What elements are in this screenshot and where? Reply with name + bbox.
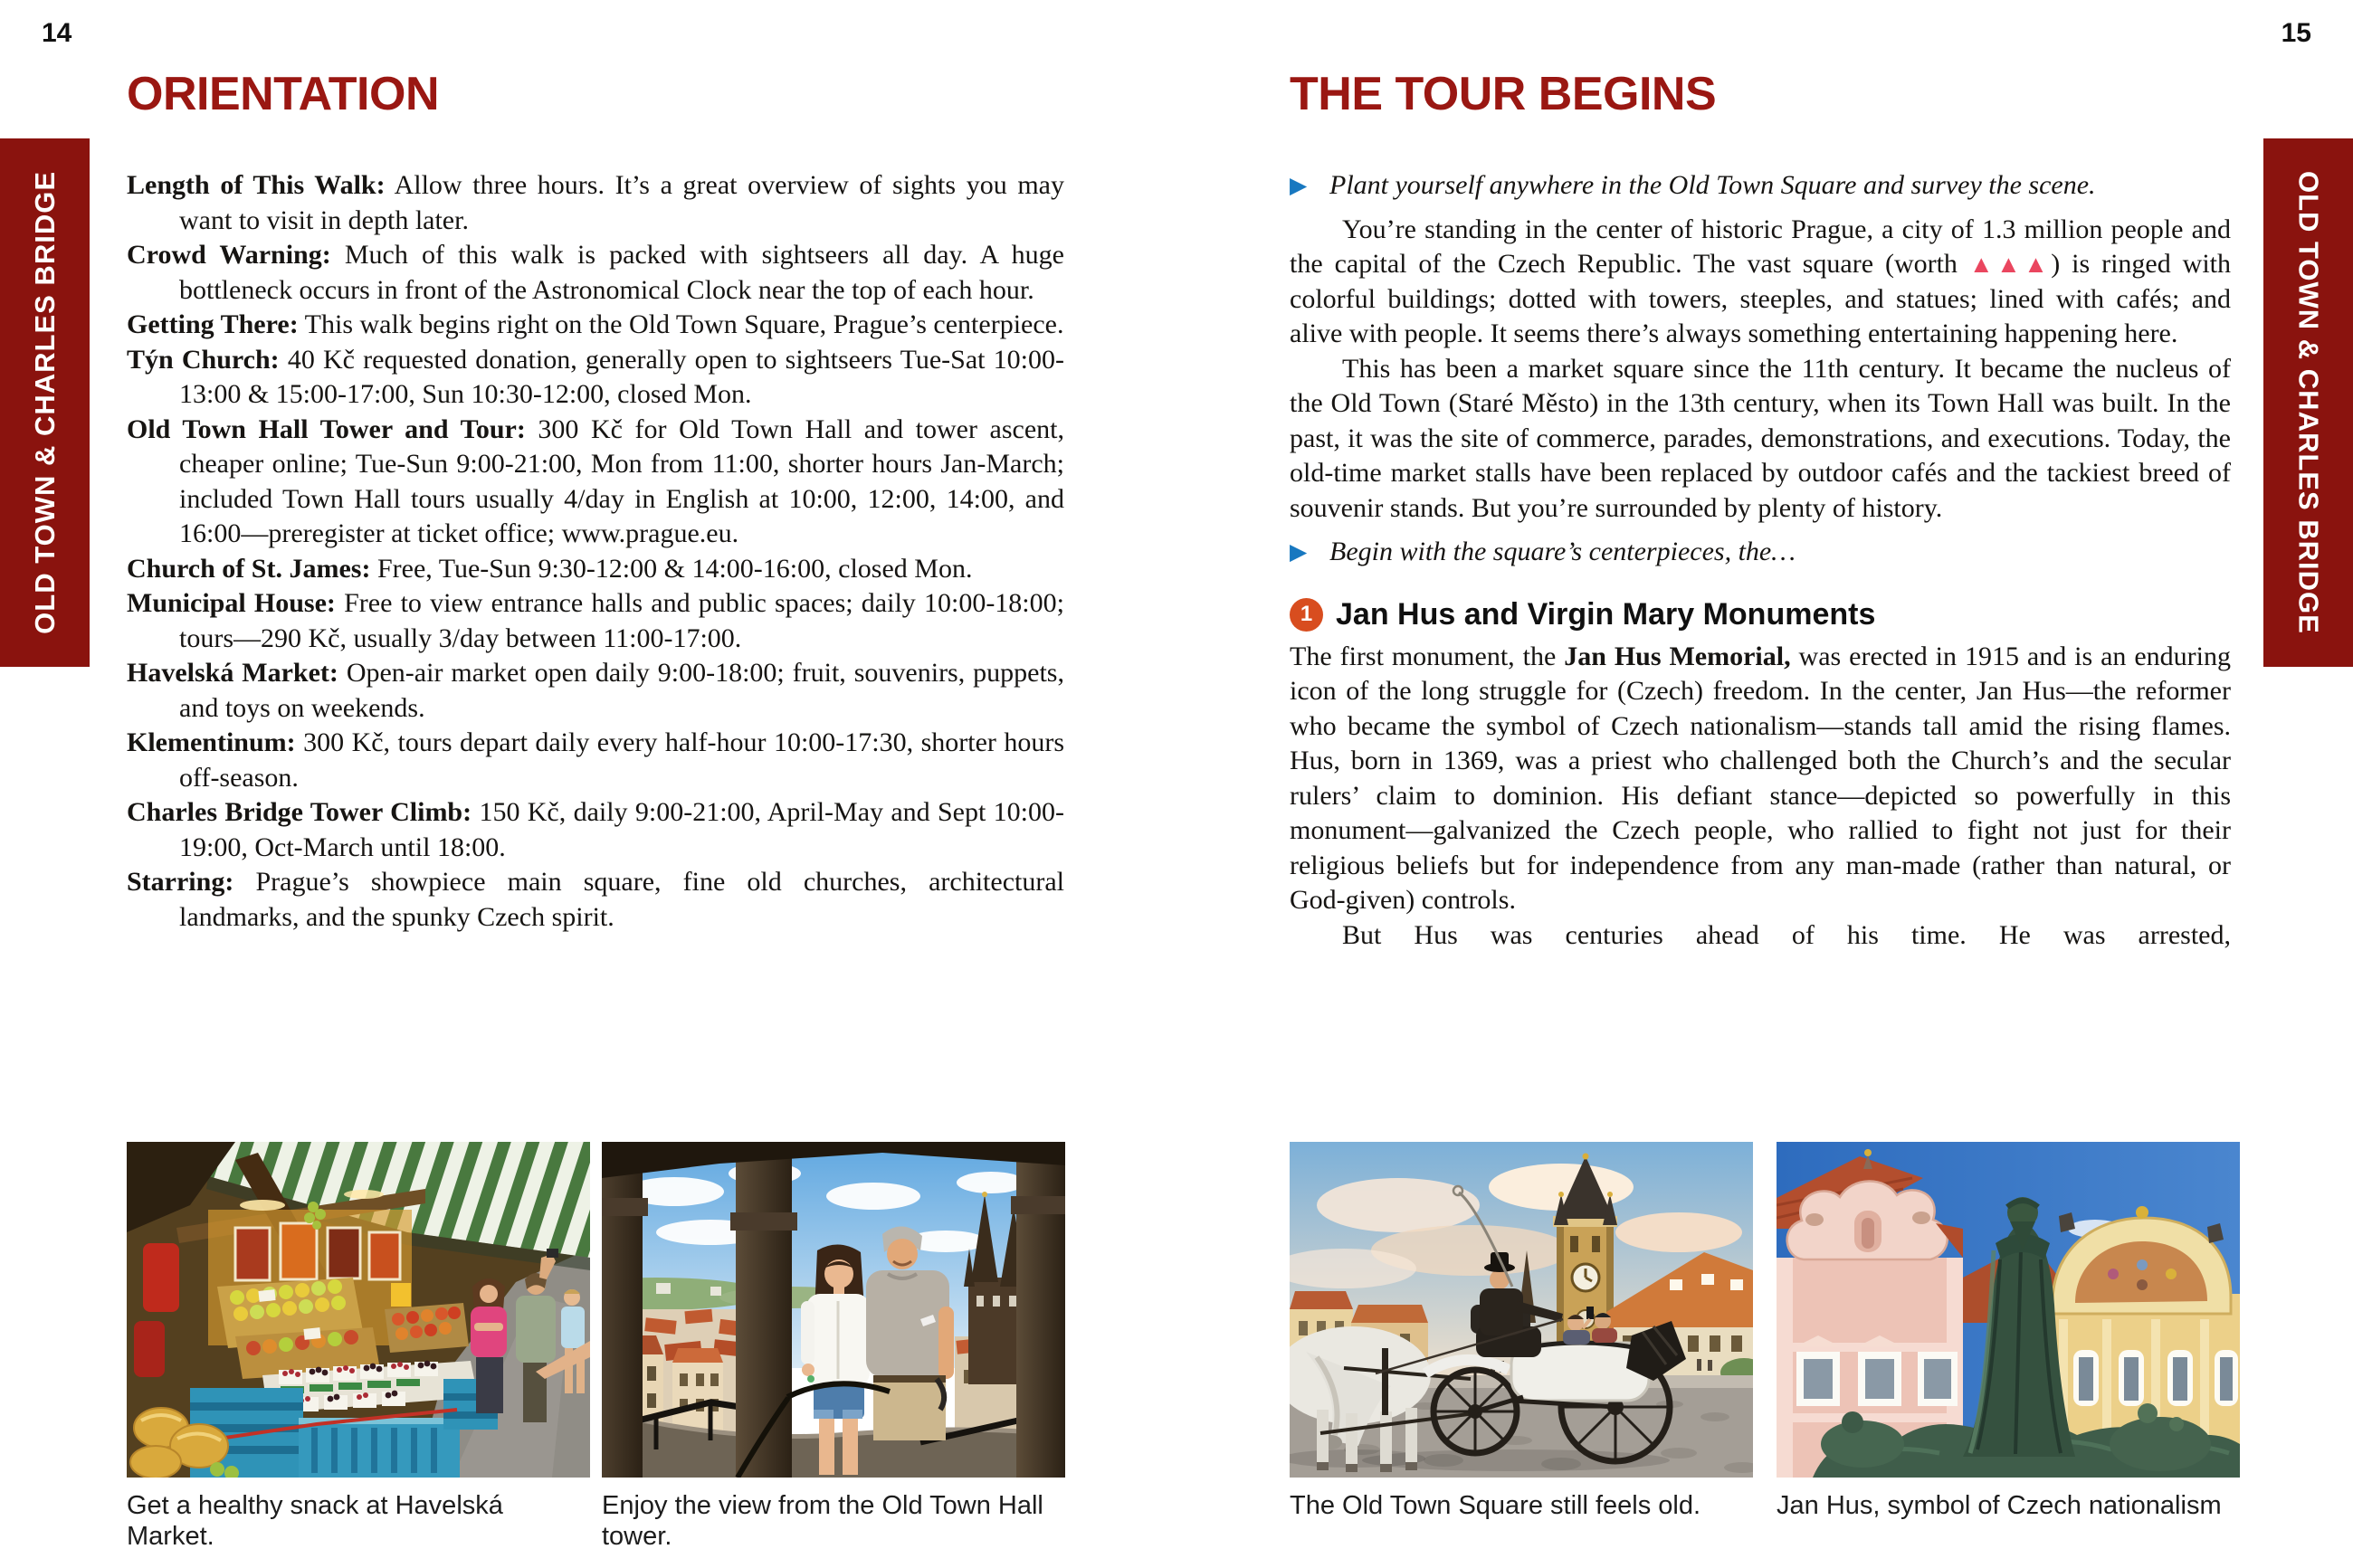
tower-view-illustration <box>602 1142 1065 1478</box>
page-number-left: 14 <box>42 18 72 48</box>
photo-caption-market: Get a healthy snack at Havelská Market. <box>127 1491 503 1551</box>
tour-paragraph: The first monument, the Jan Hus Memorial, was erected in 1915 and is an enduring icon of the long struggle for (Czech) freedom. In the center, Jan Hus—the reformer who became the symbol of Czech nationalism—stands tall amid the rising flames. Hus, born in 1369, was a priest who challenged both the Church’s and the secular rulers’ claim to dominion. His defiant stance—depicted so powerfully in this monument—galvanized the Czech people, who rallied to fight not just for their religious beliefs but for independence from any man-made (rather than natural, or God-given) controls. <box>1290 641 2231 915</box>
page-number-right: 15 <box>2281 18 2311 48</box>
photo-caption-square: The Old Town Square still feels old. <box>1290 1491 1701 1520</box>
entry-label: Church of St. James: <box>127 553 371 584</box>
photo-caption-tower-view: Enjoy the view from the Old Town Hall tower. <box>602 1491 1043 1551</box>
orientation-entry: Crowd Warning: Much of this walk is packed with sightseers all day. A huge bottleneck occurs in front of the Astronomical Clock near the top of each hour. <box>127 240 1064 305</box>
stop-number-badge: 1 <box>1290 598 1323 632</box>
photo-havelska-market <box>127 1142 590 1552</box>
rating-triangles-icon: ▲▲▲ <box>1968 251 2052 278</box>
section-tab-right-label: OLD TOWN & CHARLES BRIDGE <box>2292 171 2325 634</box>
orientation-entry: Týn Church: 40 Kč requested donation, generally open to sightseers Tue-Sat 10:00-13:00 & 15:00-17:00, Sun 10:30-12:00, closed Mon. <box>127 344 1064 409</box>
entry-label: Starring: <box>127 867 234 897</box>
orientation-entry: Old Town Hall Tower and Tour: 300 Kč for Old Town Hall and tower ascent, cheaper online; Tue-Sun 9:00-21:00, Mon from 11:00, shorter hours Jan-March; included Town Hall tours usually 4/day in English at 10:00, 12:00, 14:00, and 16:00—preregister at ticket office; www.prague.eu. <box>127 413 1065 548</box>
walk-direction <box>1290 168 2231 204</box>
section-tab-left-label: OLD TOWN & CHARLES BRIDGE <box>28 171 61 634</box>
entry-label: Old Town Hall Tower and Tour: <box>127 413 526 444</box>
stop-heading <box>1290 597 2231 632</box>
direction-text: Begin with the square’s centerpieces, the… <box>1329 537 1796 566</box>
carriage-square-illustration <box>1290 1142 1753 1478</box>
orientation-entry: Charles Bridge Tower Climb: 150 Kč, daily 9:00-21:00, April-May and Sept 10:00-19:00, Oct-March until 18:00. <box>127 797 1064 862</box>
entry-label: Length of This Walk: <box>127 170 386 200</box>
orientation-entry: Havelská Market: Open-air market open daily 9:00-18:00; fruit, souvenirs, puppets, and toys on weekends. <box>127 658 1064 723</box>
tour-paragraph: But Hus was centuries ahead of his time. He was arrested, <box>1342 919 2231 950</box>
section-tab-left <box>0 138 90 667</box>
bold-sight-name: Jan Hus Memorial, <box>1564 641 1791 671</box>
orientation-entry: Klementinum: 300 Kč, tours depart daily every half-hour 10:00-17:30, shorter hours off-season. <box>127 727 1064 793</box>
photo-jan-hus-memorial <box>1777 1142 2240 1521</box>
right-page-column <box>1290 69 2231 953</box>
entry-label: Charles Bridge Tower Climb: <box>127 797 472 827</box>
orientation-entry: Getting There: This walk begins right on the Old Town Square, Prague’s centerpiece. <box>127 309 1064 339</box>
orientation-entry: Starring: Prague’s showpiece main square, fine old churches, architectural landmarks, and the spunky Czech spirit. <box>127 867 1064 932</box>
entry-label: Municipal House: <box>127 588 336 618</box>
left-page-column <box>127 69 1064 935</box>
photo-caption-jan-hus: Jan Hus, symbol of Czech nationalism <box>1777 1491 2222 1520</box>
walk-direction <box>1290 535 2231 570</box>
tour-paragraph: You’re standing in the center of historic Prague, a city of 1.3 million people and the capital of the Czech Republic. The vast square (worth ▲▲▲) is ringed with colorful buildings; dotted with towers, steeples, and statues; lined with cafés; and alive with people. It seems there’s always something entertaining happening here. <box>1290 214 2231 348</box>
orientation-entry: Church of St. James: Free, Tue-Sun 9:30-12:00 & 14:00-16:00, closed Mon. <box>127 553 973 584</box>
orientation-entry: Municipal House: Free to view entrance halls and public spaces; daily 10:00-18:00; tours—290 Kč, usually 3/day between 11:00-17:00. <box>127 588 1064 653</box>
tour-begins-heading: THE TOUR BEGINS <box>1290 68 1717 120</box>
photo-carriage-square <box>1290 1142 1753 1521</box>
stop-heading-text: Jan Hus and Virgin Mary Monuments <box>1336 596 1876 632</box>
direction-arrow-icon: ▶ <box>1290 174 1308 198</box>
tour-text <box>1290 168 2231 953</box>
section-tab-right <box>2263 138 2353 667</box>
photo-tower-view <box>602 1142 1065 1552</box>
orientation-entry: Length of This Walk: Allow three hours. It’s a great overview of sights you may want to visit in depth later. <box>127 170 1064 235</box>
havelska-market-illustration <box>127 1142 590 1478</box>
tour-paragraph: This has been a market square since the 11th century. It became the nucleus of the Old Town (Staré Město) in the 13th century, when its Town Hall was built. In the past, it was the site of commerce, parades, demonstrations, and executions. Today, the old-time market stalls have been replaced by outdoor cafés and the tackiest breed of souvenir stands. But you’re surrounded by plenty of history. <box>1290 353 2231 523</box>
entry-label: Crowd Warning: <box>127 240 331 270</box>
direction-text: Plant yourself anywhere in the Old Town Square and survey the scene. <box>1329 170 2096 200</box>
entry-label: Getting There: <box>127 309 299 339</box>
entry-label: Týn Church: <box>127 344 280 375</box>
jan-hus-illustration <box>1777 1142 2240 1478</box>
orientation-heading: ORIENTATION <box>127 68 439 120</box>
entry-label: Klementinum: <box>127 727 296 757</box>
orientation-list <box>127 168 1064 935</box>
entry-label: Havelská Market: <box>127 658 338 688</box>
direction-arrow-icon: ▶ <box>1290 540 1308 565</box>
